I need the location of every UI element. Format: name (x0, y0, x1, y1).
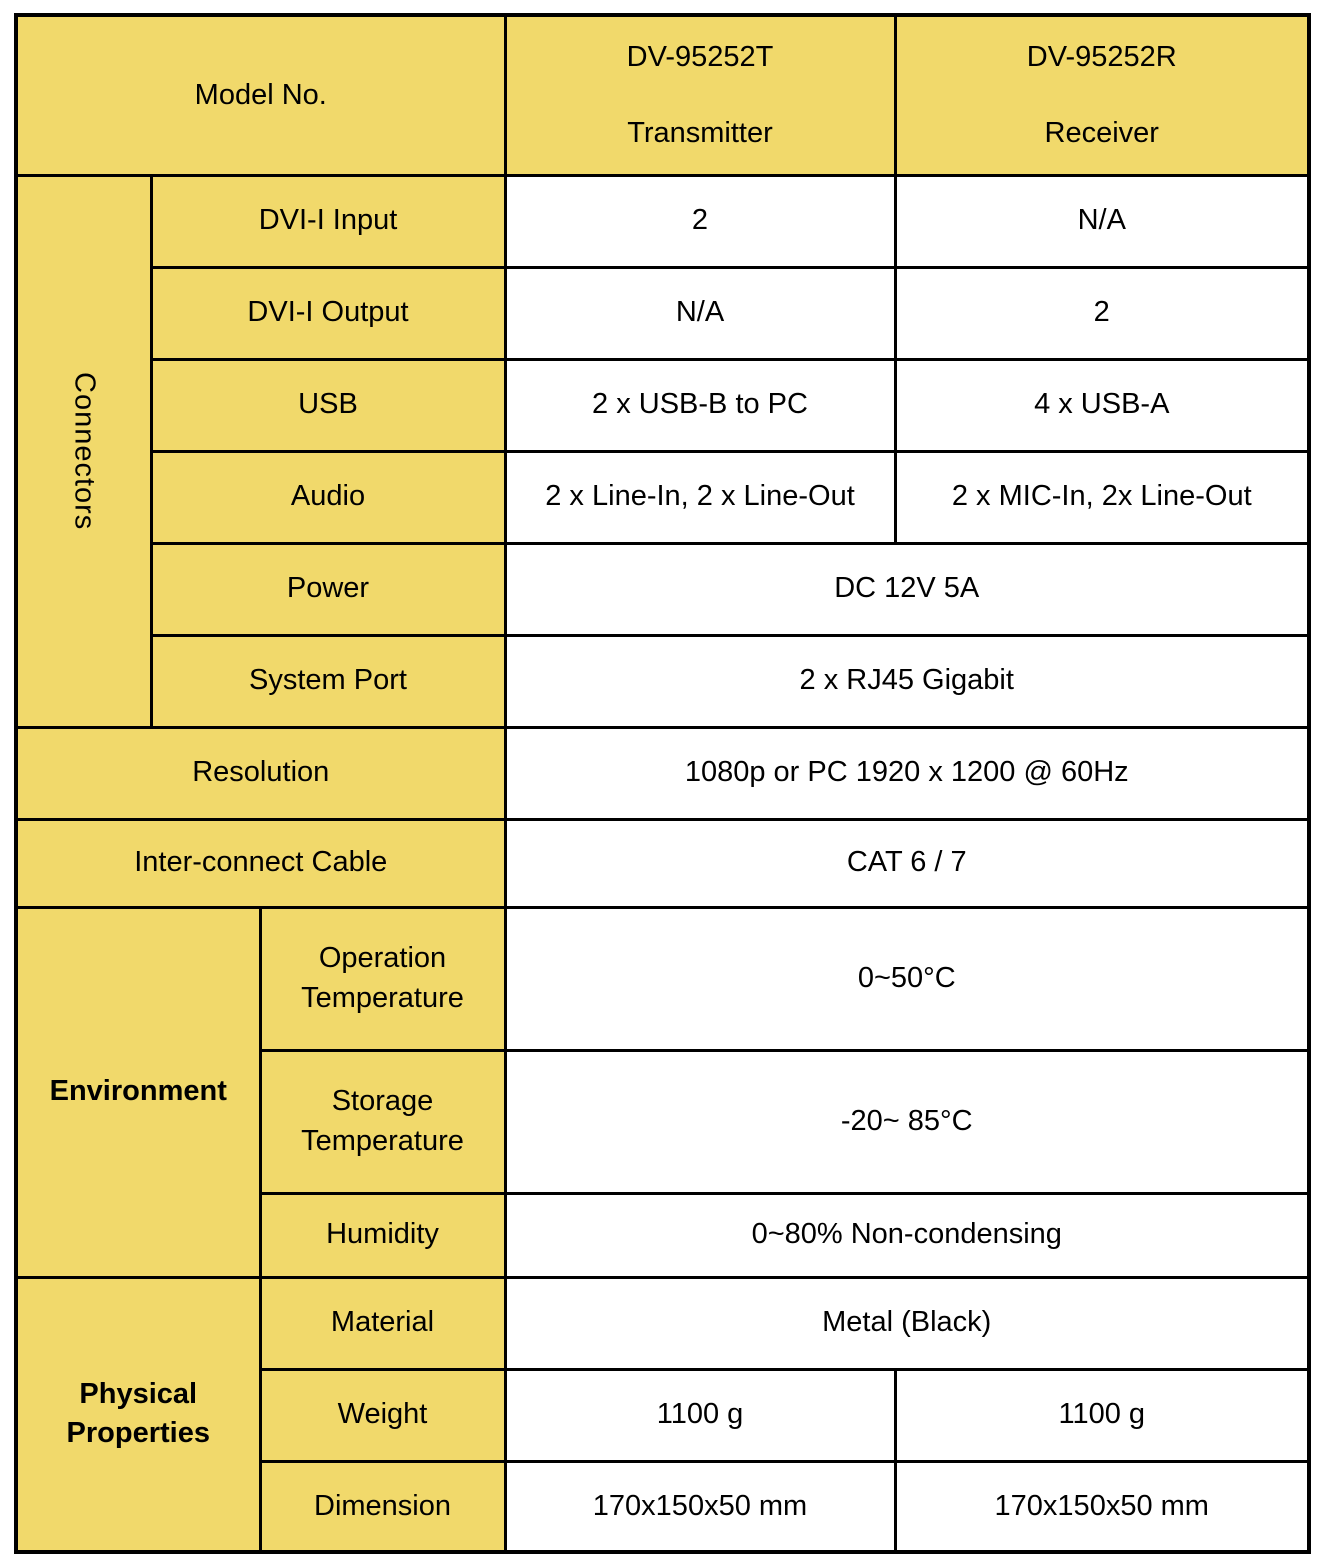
dvi-output-tx-value: N/A (505, 267, 895, 359)
receiver-header-cell (895, 15, 1309, 175)
weight-rx-value: 1100 g (895, 1369, 1309, 1461)
connectors-group-cell: Connectors (16, 175, 151, 727)
environment-group-cell: Environment (16, 907, 260, 1277)
resolution-label-cell: Resolution (16, 727, 505, 819)
row-operation-temperature (16, 907, 1309, 1050)
transmitter-type-label: Transmitter (627, 116, 773, 149)
row-dvi-input (16, 175, 1309, 267)
operation-temperature-label-cell: Operation Temperature (260, 907, 505, 1050)
dvi-input-label-cell: DVI-I Input (151, 175, 505, 267)
audio-rx-value: 2 x MIC-In, 2x Line-Out (895, 451, 1309, 543)
row-power (16, 543, 1309, 635)
transmitter-header-cell (505, 15, 895, 175)
receiver-model-number: DV-95252R (1026, 40, 1177, 73)
row-cable (16, 819, 1309, 907)
system-port-label-cell: System Port (151, 635, 505, 727)
weight-tx-value: 1100 g (505, 1369, 895, 1461)
material-shared-value: Metal (Black) (505, 1277, 1309, 1369)
dimension-tx-value: 170x150x50 mm (505, 1461, 895, 1552)
dimension-rx-value: 170x150x50 mm (895, 1461, 1309, 1552)
audio-tx-value: 2 x Line-In, 2 x Line-Out (505, 451, 895, 543)
operation-temperature-value: 0~50°C (505, 907, 1309, 1050)
usb-label-cell: USB (151, 359, 505, 451)
dvi-input-tx-value: 2 (505, 175, 895, 267)
humidity-value: 0~80% Non-condensing (505, 1193, 1309, 1277)
usb-tx-value: 2 x USB-B to PC (505, 359, 895, 451)
resolution-value: 1080p or PC 1920 x 1200 @ 60Hz (505, 727, 1309, 819)
weight-label-cell: Weight (260, 1369, 505, 1461)
row-audio (16, 451, 1309, 543)
transmitter-model-number: DV-95252T (626, 40, 774, 73)
receiver-type-label: Receiver (1044, 116, 1159, 149)
row-usb (16, 359, 1309, 451)
row-resolution (16, 727, 1309, 819)
row-system-port (16, 635, 1309, 727)
dvi-output-label-cell: DVI-I Output (151, 267, 505, 359)
cable-label-cell: Inter-connect Cable (16, 819, 505, 907)
audio-label-cell: Audio (151, 451, 505, 543)
humidity-label-cell: Humidity (260, 1193, 505, 1277)
storage-temperature-value: -20~ 85°C (505, 1050, 1309, 1193)
storage-temperature-label-cell: Storage Temperature (260, 1050, 505, 1193)
material-label-cell: Material (260, 1277, 505, 1369)
row-dvi-output (16, 267, 1309, 359)
system-port-shared-value: 2 x RJ45 Gigabit (505, 635, 1309, 727)
spec-table (14, 13, 1311, 1554)
row-material (16, 1277, 1309, 1369)
header-row (16, 15, 1309, 175)
dimension-label-cell: Dimension (260, 1461, 505, 1552)
physical-properties-group-cell: Physical Properties (16, 1277, 260, 1552)
model-no-header-cell: Model No. (16, 15, 505, 175)
dvi-output-rx-value: 2 (895, 267, 1309, 359)
cable-value: CAT 6 / 7 (505, 819, 1309, 907)
usb-rx-value: 4 x USB-A (895, 359, 1309, 451)
power-shared-value: DC 12V 5A (505, 543, 1309, 635)
power-label-cell: Power (151, 543, 505, 635)
dvi-input-rx-value: N/A (895, 175, 1309, 267)
